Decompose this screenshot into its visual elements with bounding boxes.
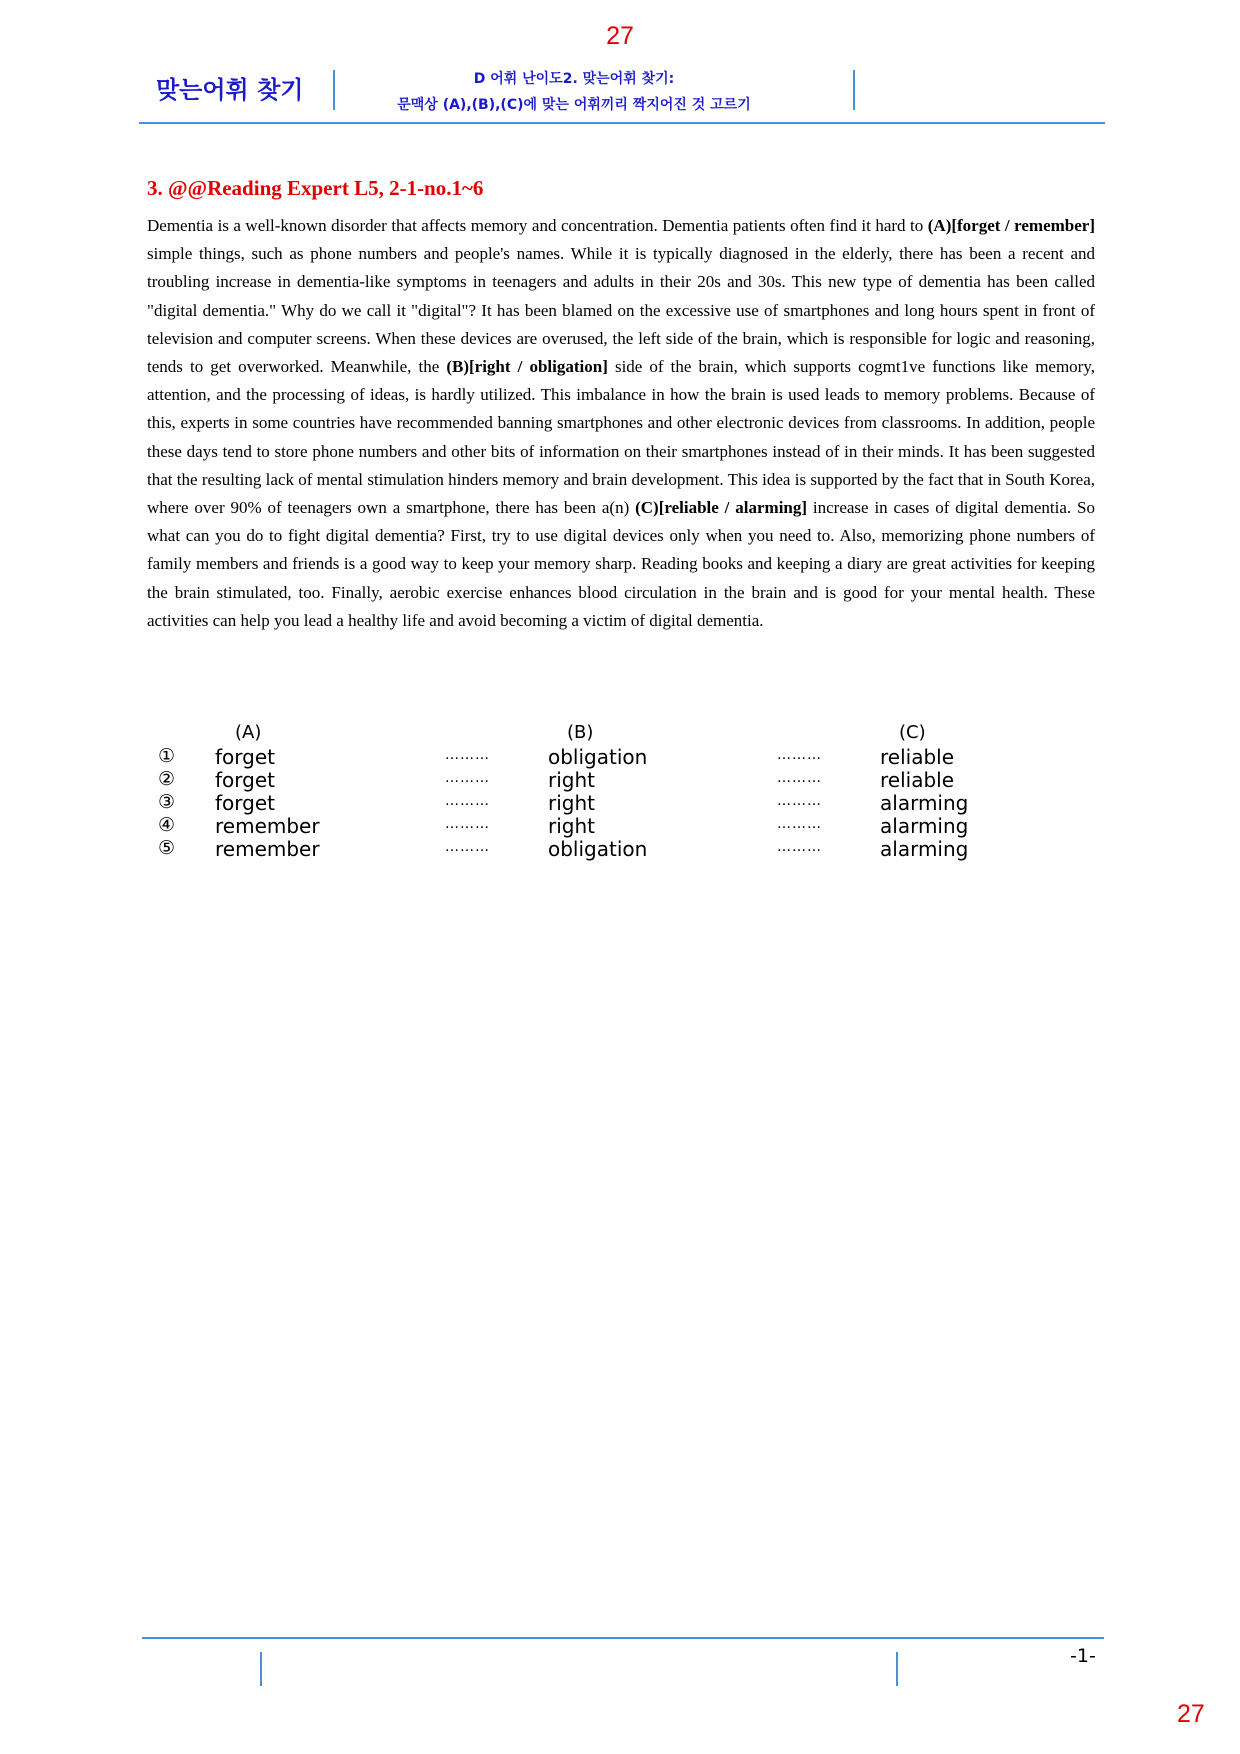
question-title: 3. @@Reading Expert L5, 2-1-no.1~6 xyxy=(147,176,484,200)
footer-divider-right xyxy=(896,1652,898,1686)
choice-number: ⑤ xyxy=(158,837,176,859)
page-number-top: 27 xyxy=(606,22,634,50)
column-header-b: (B) xyxy=(567,722,594,743)
dots-separator: ……… xyxy=(777,793,822,809)
choice-b: obligation xyxy=(548,745,648,769)
passage-segment: side of the brain, which supports cogmt1ve functions like memory, attention, and the processing of ideas, is hardly utilized. This imbalance in how the brain is used leads to memory problems. Because of this, experts in some countries have recommended banning smartphones and other electronic devices from classrooms. In addition, people these days tend to store phone numbers and other bits of information on their smartphones instead of in their minds. It has been suggested that the resulting lack of mental stimulation hinders memory and brain development. This idea is supported by the fact that in South Korea, where over 90% of teenagers own a smartphone, there has been a(n) xyxy=(147,357,1095,518)
choice-row-5[interactable] xyxy=(155,837,1055,860)
header-title: 맞는어휘 찾기 xyxy=(156,76,304,104)
passage-segment: simple things, such as phone numbers and people's names. While it is typically diagnosed in the elderly, there has been a recent and troubling increase in dementia-like symptoms in teenagers and adults in their 20s and 30s. This new type of dementia has been called "digital dementia." Why do we call it "digital"? It has been blamed on the excessive use of smartphones and long hours spent in front of television and computer screens. When these devices are overused, the left side of the brain, which is responsible for logic and reasoning, tends to get overworked. Meanwhile, the xyxy=(147,244,1095,377)
column-header-c: (C) xyxy=(899,722,926,743)
choice-number: ② xyxy=(158,768,176,790)
choice-c: reliable xyxy=(880,768,955,792)
choice-b: right xyxy=(548,814,595,838)
choice-row-1[interactable] xyxy=(155,745,1055,768)
choice-c: alarming xyxy=(880,837,969,861)
column-header-a: (A) xyxy=(235,722,262,743)
choice-b: right xyxy=(548,791,595,815)
blank-choice: (C)[reliable / alarming] xyxy=(635,498,808,518)
footer-rule xyxy=(142,1637,1104,1639)
dots-separator: ……… xyxy=(445,793,490,809)
dots-separator: ……… xyxy=(445,816,490,832)
passage-segment: Dementia is a well-known disorder that affects memory and concentration. Dementia patients often find it hard to xyxy=(147,216,928,235)
header-divider-right xyxy=(853,70,855,110)
choice-a: forget xyxy=(215,768,275,792)
dots-separator: ……… xyxy=(445,839,490,855)
choice-b: right xyxy=(548,768,595,792)
choice-a: forget xyxy=(215,791,275,815)
blank-choice: (B)[right / obligation] xyxy=(446,357,608,377)
choice-b: obligation xyxy=(548,837,648,861)
choice-c: alarming xyxy=(880,814,969,838)
passage-segment: increase in cases of digital dementia. So what can you do to fight digital dementia? First, try to use digital devices only when you need to. Also, memorizing phone numbers of family members and friends is a good way to keep your memory sharp. Reading books and keeping a diary are great activities for keeping the brain stimulated, too. Finally, aerobic exercise enhances blood circulation in the brain and is good for your mental health. These activities can help you lead a healthy life and avoid becoming a victim of digital dementia. xyxy=(147,498,1095,630)
header-subtitle-line2: 문맥상 (A),(B),(C)에 맞는 어휘끼리 짝지어진 것 고르기 xyxy=(397,97,751,113)
page-header xyxy=(139,64,1109,124)
choice-number: ① xyxy=(158,745,176,767)
choice-a: forget xyxy=(215,745,275,769)
choice-a: remember xyxy=(215,814,320,838)
header-subtitle-line1: D 어휘 난이도2. 맞는어휘 찾기: xyxy=(473,71,675,87)
choice-number: ④ xyxy=(158,814,176,836)
header-rule xyxy=(139,122,1105,124)
dots-separator: ……… xyxy=(445,770,490,786)
dots-separator: ……… xyxy=(777,816,822,832)
choice-number: ③ xyxy=(158,791,176,813)
choice-row-4[interactable] xyxy=(155,814,1055,837)
choice-row-2[interactable] xyxy=(155,768,1055,791)
footer-divider-left xyxy=(260,1652,262,1686)
dots-separator: ……… xyxy=(777,770,822,786)
footer-page-number: -1- xyxy=(1070,1645,1096,1667)
choice-row-3[interactable] xyxy=(155,791,1055,814)
dots-separator: ……… xyxy=(777,839,822,855)
dots-separator: ……… xyxy=(445,747,490,763)
page-number-bottom: 27 xyxy=(1177,1700,1205,1728)
passage-text xyxy=(147,212,1095,635)
dots-separator: ……… xyxy=(777,747,822,763)
choice-c: reliable xyxy=(880,745,955,769)
choice-c: alarming xyxy=(880,791,969,815)
choice-a: remember xyxy=(215,837,320,861)
blank-choice: (A)[forget / remember] xyxy=(927,216,1095,235)
